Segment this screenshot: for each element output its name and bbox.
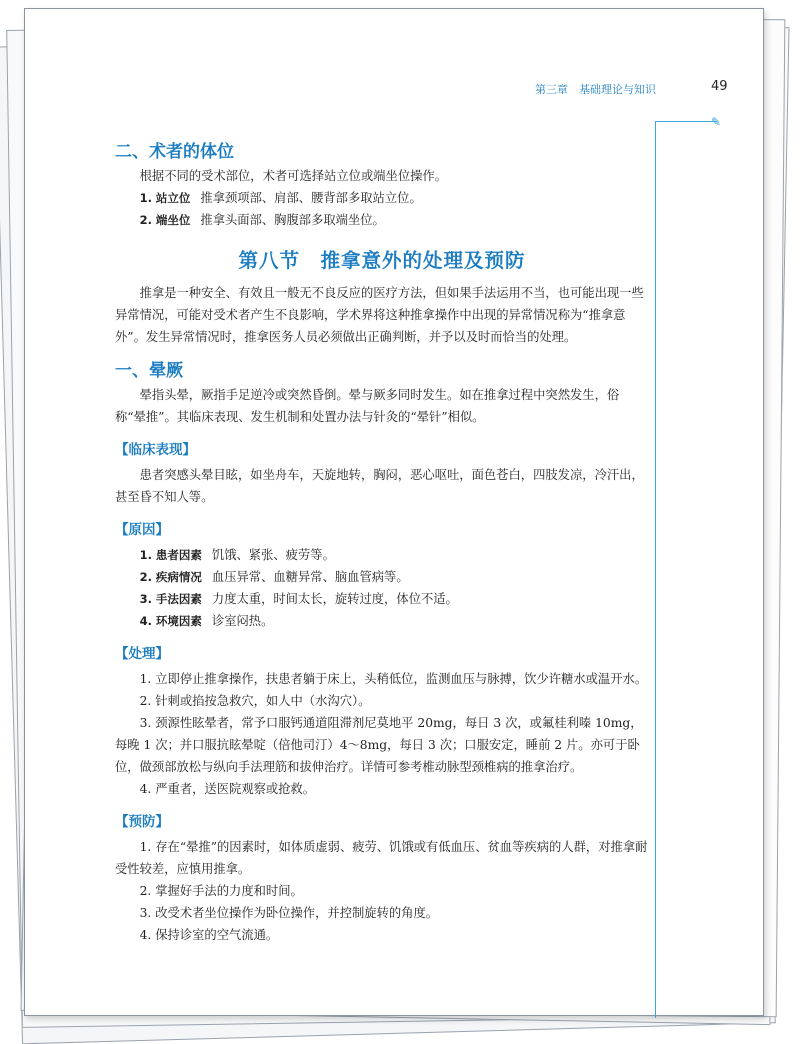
paragraph: 根据不同的受术部位，术者可选择站立位或端坐位操作。 bbox=[139, 169, 448, 183]
list-item: 3. 改受术者坐位操作为卧位操作，并控制旋转的角度。 bbox=[139, 906, 439, 920]
list-item: 1. 患者因素 饥饿、紧张、疲劳等。 bbox=[139, 548, 335, 562]
page-body bbox=[115, 137, 649, 946]
list-item: 4. 保持诊室的空气流通。 bbox=[139, 928, 279, 942]
heading-operator-posture: 二、术者的体位 bbox=[115, 142, 234, 162]
list-item: 2. 掌握好手法的力度和时间。 bbox=[139, 884, 303, 898]
paragraph: 晕指头晕，厥指手足逆冷或突然昏倒。晕与厥多同时发生。如在推拿过程中突然发生，俗称“晕推”。其临床表现、发生机制和处置办法与针灸的“晕针”相似。 bbox=[115, 388, 620, 424]
book-page bbox=[24, 8, 764, 1016]
list-item: 2. 疾病情况 血压异常、血糖异常、脑血管病等。 bbox=[139, 570, 409, 584]
subheading-cause: 【原因】 bbox=[115, 522, 169, 538]
paragraph: 推拿是一种安全、有效且一般无不良反应的医疗方法，但如果手法运用不当，也可能出现一些异常情况，可能对受术者产生不良影响，学术界将这种推拿操作中出现的异常情况称为“推拿意外”。发生异常情况时，推拿医务人员必须做出正确判断，并予以及时而恰当的处理。 bbox=[115, 286, 644, 344]
list-item: 2. 端坐位 推拿头面部、胸腹部多取端坐位。 bbox=[139, 213, 385, 227]
list-item: 1. 立即停止推拿操作，扶患者躺于床上，头稍低位，监测血压与脉搏，饮少许糖水或温开水。 bbox=[139, 672, 648, 686]
list-item: 4. 环境因素 诊室闷热。 bbox=[139, 614, 274, 628]
margin-rule-top bbox=[655, 121, 717, 122]
subheading-clinical: 【临床表现】 bbox=[115, 442, 196, 458]
section-title: 第八节 推拿意外的处理及预防 bbox=[238, 249, 526, 272]
running-header bbox=[25, 79, 763, 99]
page-number: 49 bbox=[711, 79, 728, 94]
list-item: 3. 手法因素 力度太重，时间太长，旋转过度，体位不适。 bbox=[139, 592, 458, 606]
subheading-prevention: 【预防】 bbox=[115, 814, 169, 830]
subheading-treatment: 【处理】 bbox=[115, 646, 169, 662]
list-item: 2. 针刺或掐按急救穴，如人中（水沟穴）。 bbox=[139, 694, 371, 708]
chapter-title: 第三章 基础理论与知识 bbox=[535, 83, 656, 96]
margin-rule bbox=[655, 121, 656, 1018]
pencil-icon: ✎ bbox=[711, 115, 722, 129]
list-item: 1. 站立位 推拿颈项部、肩部、腰背部多取站立位。 bbox=[139, 191, 422, 205]
list-item: 4. 严重者，送医院观察或抢救。 bbox=[139, 782, 316, 796]
paragraph: 患者突感头晕目眩，如坐舟车，天旋地转，胸闷，恶心呕吐，面色苍白，四肢发凉，冷汗出，甚至昏不知人等。 bbox=[115, 468, 644, 504]
list-item: 3. 颈源性眩晕者，常予口服钙通道阻滞剂尼莫地平 20mg，每日 3 次，或氟桂利嗪 10mg，每晚 1 次；并口服抗眩晕啶（倍他司汀）4～8mg，每日 3 次；口服安定，睡前 2 片。亦可于卧位，做颈部放松与纵向手法理筋和拔伸治疗。详情可参考椎动脉型颈椎病的推拿治疗。 bbox=[115, 716, 643, 774]
list-item: 1. 存在“晕推”的因素时，如体质虚弱、疲劳、饥饿或有低血压、贫血等疾病的人群，对推拿耐受性较差，应慎用推拿。 bbox=[115, 840, 648, 876]
heading-faint: 一、晕厥 bbox=[115, 361, 183, 381]
